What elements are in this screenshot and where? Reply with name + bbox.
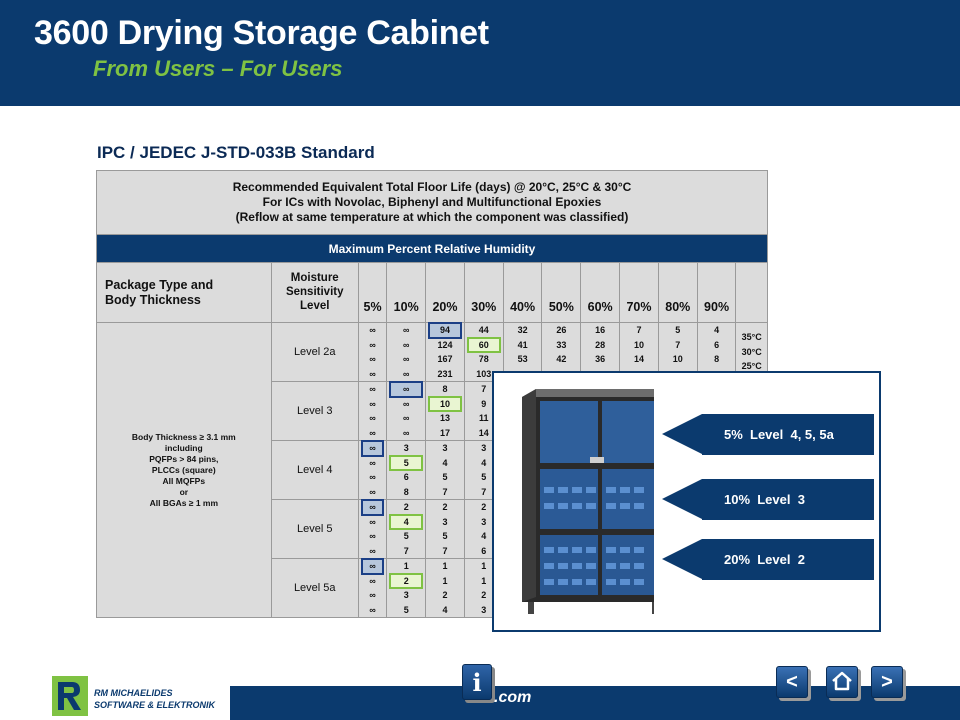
value-cell bbox=[387, 500, 426, 559]
value-cell bbox=[387, 382, 426, 441]
value-line: 44 bbox=[478, 325, 489, 335]
value-line: 41 bbox=[517, 339, 528, 350]
value-line: ∞ bbox=[362, 441, 383, 456]
main-header-line: Recommended Equivalent Total Floor Life (days) @ 20°C, 25°C & 30°C bbox=[232, 180, 632, 194]
body-desc-line: PLCCs (square) bbox=[151, 464, 216, 475]
value-line: 4 bbox=[481, 457, 487, 468]
callout-5pct bbox=[662, 414, 874, 455]
value-line: 3 bbox=[403, 443, 409, 453]
value-line: ∞ bbox=[402, 427, 410, 438]
level-name: Level 5a bbox=[271, 559, 358, 618]
value-line: 4 bbox=[442, 604, 448, 615]
col-pct: 60% bbox=[581, 263, 620, 323]
temperature-label: 35°C bbox=[741, 332, 762, 343]
value-line: 5 bbox=[442, 531, 448, 541]
value-line: ∞ bbox=[369, 413, 376, 423]
value-line: 78 bbox=[478, 354, 489, 364]
value-line: 32 bbox=[517, 325, 528, 335]
value-cell bbox=[387, 559, 426, 618]
value-line: 2 bbox=[442, 502, 448, 512]
value-line: 8 bbox=[714, 354, 720, 364]
value-line: ∞ bbox=[402, 354, 410, 364]
temperature-label: 25°C bbox=[741, 361, 762, 372]
value-line: 16 bbox=[595, 325, 606, 335]
value-cell bbox=[426, 500, 465, 559]
page-subtitle: From Users – For Users bbox=[93, 56, 343, 81]
value-line: ∞ bbox=[369, 339, 376, 350]
value-line: 7 bbox=[481, 486, 487, 497]
value-line: 9 bbox=[481, 398, 487, 409]
col-msl-line: Level bbox=[300, 300, 330, 312]
value-line: ∞ bbox=[362, 559, 383, 574]
value-line: 2 bbox=[390, 574, 422, 589]
value-line: 3 bbox=[481, 443, 487, 453]
callout-label: 20% Level 2 bbox=[702, 539, 874, 580]
value-line: 26 bbox=[556, 325, 567, 335]
value-line: ∞ bbox=[369, 398, 376, 409]
value-cell bbox=[358, 500, 386, 559]
company-logo-icon bbox=[52, 676, 88, 716]
col-msl-line: Moisture bbox=[290, 272, 339, 284]
main-header-line: For ICs with Novolac, Biphenyl and Multifunctional Epoxies bbox=[262, 195, 602, 209]
level-name: Level 3 bbox=[271, 382, 358, 441]
value-line: 124 bbox=[437, 339, 453, 350]
company-name-line: SOFTWARE & ELEKTRONIK bbox=[94, 700, 215, 710]
callout-10pct bbox=[662, 479, 874, 520]
value-line: 14 bbox=[633, 354, 644, 364]
value-line: 5 bbox=[675, 325, 681, 335]
value-line: ∞ bbox=[369, 368, 376, 379]
callout-20pct bbox=[662, 539, 874, 580]
value-line: 36 bbox=[595, 354, 606, 364]
col-pct: 5% bbox=[358, 263, 386, 323]
value-line: ∞ bbox=[369, 516, 376, 527]
value-line: ∞ bbox=[369, 354, 376, 364]
value-line: 7 bbox=[403, 545, 409, 556]
value-line: 1 bbox=[481, 561, 487, 571]
value-cell bbox=[358, 382, 386, 441]
value-line: 14 bbox=[478, 427, 489, 438]
value-line: 6 bbox=[714, 339, 720, 350]
value-line: 6 bbox=[403, 472, 409, 482]
value-line: ∞ bbox=[369, 590, 376, 600]
value-line: 1 bbox=[403, 561, 409, 571]
value-line: 33 bbox=[556, 339, 567, 350]
value-line: 17 bbox=[439, 427, 450, 438]
col-pct: 40% bbox=[503, 263, 542, 323]
cabinet-photo-panel bbox=[492, 371, 881, 632]
value-line: ∞ bbox=[369, 486, 376, 497]
table-main-header bbox=[97, 171, 768, 235]
col-pct: 20% bbox=[426, 263, 465, 323]
value-line: 60 bbox=[468, 338, 500, 353]
value-line: 3 bbox=[481, 516, 487, 527]
value-line: 5 bbox=[390, 456, 422, 471]
value-line: 11 bbox=[479, 413, 489, 423]
value-line: 4 bbox=[481, 531, 487, 541]
header-bar bbox=[0, 0, 960, 106]
level-name: Level 4 bbox=[271, 441, 358, 500]
value-line: ∞ bbox=[369, 545, 376, 556]
col-msl-line: Sensitivity bbox=[285, 286, 344, 298]
value-line: 167 bbox=[437, 354, 453, 364]
value-line: 94 bbox=[429, 323, 461, 338]
callout-arrow bbox=[662, 479, 702, 519]
value-line: 3 bbox=[442, 516, 448, 527]
col-pct: 90% bbox=[697, 263, 736, 323]
body-desc-line: including bbox=[164, 442, 203, 453]
value-line: 5 bbox=[442, 472, 448, 482]
level-name: Level 5 bbox=[271, 500, 358, 559]
value-line: 5 bbox=[403, 604, 409, 615]
value-line: 1 bbox=[442, 575, 448, 586]
body-desc-line: All BGAs ≥ 1 mm bbox=[149, 497, 219, 508]
value-line: 2 bbox=[481, 590, 487, 600]
company-name bbox=[94, 687, 215, 711]
value-line: 42 bbox=[556, 354, 567, 364]
value-line: 6 bbox=[481, 545, 487, 556]
value-line: ∞ bbox=[369, 325, 376, 335]
value-line: 7 bbox=[481, 384, 487, 394]
value-line: 4 bbox=[442, 457, 448, 468]
value-cell bbox=[426, 323, 465, 382]
body-desc-line: Body Thickness ≥ 3.1 mm bbox=[131, 431, 236, 442]
value-line: 103 bbox=[476, 368, 492, 379]
col-package-line: Package Type and bbox=[105, 277, 214, 292]
body-thickness-desc bbox=[97, 323, 272, 618]
rh-header: Maximum Percent Relative Humidity bbox=[97, 235, 768, 263]
value-line: 7 bbox=[636, 325, 642, 335]
value-cell bbox=[387, 323, 426, 382]
value-line: 1 bbox=[481, 575, 487, 586]
col-temp-header bbox=[736, 263, 768, 323]
col-package-line: Body Thickness bbox=[105, 292, 201, 307]
body-desc-line: PQFPs > 84 pins, bbox=[149, 453, 219, 464]
value-line: 7 bbox=[675, 339, 681, 350]
value-line: ∞ bbox=[369, 472, 376, 482]
info-icon[interactable]: i bbox=[462, 664, 492, 700]
col-pct: 80% bbox=[658, 263, 697, 323]
value-line: 53 bbox=[517, 354, 528, 364]
section-title: IPC / JEDEC J-STD-033B Standard bbox=[97, 143, 375, 162]
home-icon bbox=[831, 671, 853, 691]
value-line: ∞ bbox=[369, 604, 376, 615]
value-line: ∞ bbox=[402, 413, 410, 423]
value-cell bbox=[426, 559, 465, 618]
value-line: 10 bbox=[633, 339, 644, 350]
dotcom-label: .com bbox=[494, 689, 532, 706]
value-line: ∞ bbox=[369, 575, 376, 586]
value-line: 10 bbox=[672, 354, 683, 364]
cabinet-image bbox=[514, 387, 654, 617]
value-line: 5 bbox=[481, 472, 487, 482]
value-line: ∞ bbox=[402, 398, 410, 409]
value-line: 8 bbox=[403, 486, 409, 497]
value-cell bbox=[358, 559, 386, 618]
value-line: ∞ bbox=[390, 382, 422, 397]
value-cell bbox=[426, 382, 465, 441]
value-line: ∞ bbox=[402, 368, 410, 379]
body-desc-line: or bbox=[179, 486, 189, 497]
value-line: 2 bbox=[481, 502, 487, 512]
value-line: 8 bbox=[442, 384, 448, 394]
value-line: 231 bbox=[437, 368, 453, 379]
value-line: ∞ bbox=[402, 339, 410, 350]
home-button[interactable] bbox=[826, 666, 858, 698]
prev-button[interactable]: < bbox=[776, 666, 808, 698]
value-line: 13 bbox=[439, 413, 450, 423]
next-button[interactable]: > bbox=[871, 666, 903, 698]
callout-label: 10% Level 3 bbox=[702, 479, 874, 520]
callout-label: 5% Level 4, 5, 5a bbox=[702, 414, 874, 455]
value-cell bbox=[387, 441, 426, 500]
value-line: 7 bbox=[442, 545, 448, 556]
page-title: 3600 Drying Storage Cabinet bbox=[34, 14, 489, 52]
value-line: 3 bbox=[403, 590, 409, 600]
value-line: 2 bbox=[442, 590, 448, 600]
value-line: ∞ bbox=[369, 457, 376, 468]
level-name: Level 2a bbox=[271, 323, 358, 382]
col-package-type bbox=[97, 263, 272, 323]
value-line: 4 bbox=[390, 515, 422, 530]
value-line: 3 bbox=[481, 604, 487, 615]
col-pct: 70% bbox=[620, 263, 659, 323]
callout-arrow bbox=[662, 414, 702, 454]
value-line: 7 bbox=[442, 486, 448, 497]
value-line: ∞ bbox=[402, 325, 410, 335]
col-pct: 50% bbox=[542, 263, 581, 323]
value-line: 4 bbox=[714, 325, 720, 335]
col-pct: 10% bbox=[387, 263, 426, 323]
value-line: 3 bbox=[442, 443, 448, 453]
value-line: 28 bbox=[595, 339, 606, 350]
value-line: 2 bbox=[403, 502, 409, 512]
value-line: ∞ bbox=[369, 427, 376, 438]
value-line: ∞ bbox=[369, 384, 376, 394]
company-name-line: RM MICHAELIDES bbox=[94, 688, 173, 698]
col-pct: 30% bbox=[464, 263, 503, 323]
value-cell bbox=[426, 441, 465, 500]
value-line: ∞ bbox=[362, 500, 383, 515]
value-cell bbox=[358, 441, 386, 500]
col-msl bbox=[271, 263, 358, 323]
value-line: 10 bbox=[429, 397, 461, 412]
value-line: 1 bbox=[442, 561, 448, 571]
main-header-line: (Reflow at same temperature at which the component was classified) bbox=[235, 210, 629, 224]
value-cell bbox=[358, 323, 386, 382]
value-line: 5 bbox=[403, 531, 409, 541]
callout-arrow bbox=[662, 539, 702, 579]
info-link[interactable] bbox=[456, 664, 538, 720]
body-desc-line: All MQFPs bbox=[162, 475, 206, 486]
temperature-label: 30°C bbox=[741, 346, 762, 357]
value-line: ∞ bbox=[369, 531, 376, 541]
